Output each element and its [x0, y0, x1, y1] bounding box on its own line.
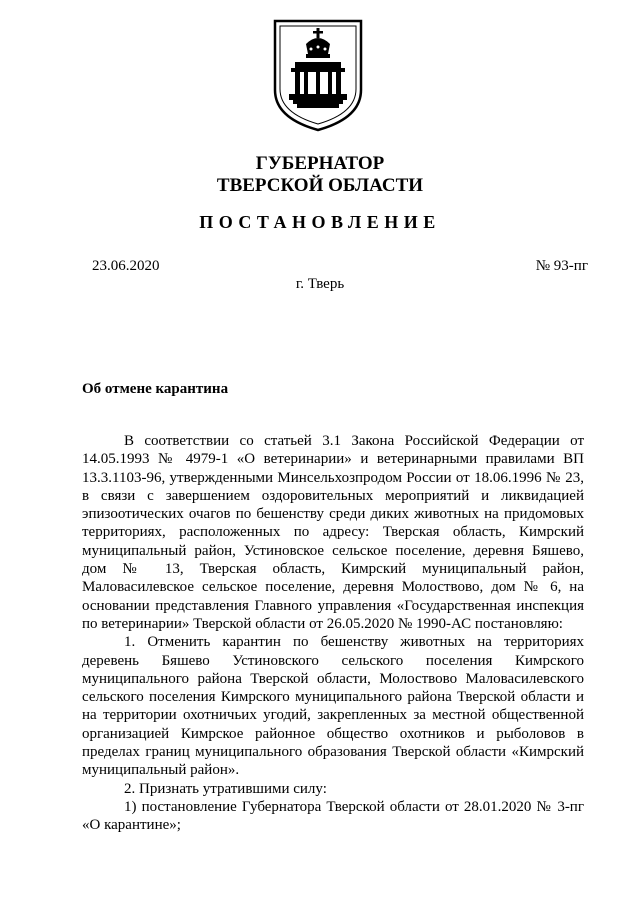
issuer-title: ГУБЕРНАТОР — [255, 153, 385, 174]
coat-of-arms-icon — [271, 18, 365, 133]
clause-1-paragraph: 1. Отменить карантин по бешенству животных на территориях деревень Бяшево Устиновского сельского поселения Кимрского муниципального района Тверской области, Молоствово Маловасилевского сельского поселения Кимрского муниципального района Тверской области и на территории охотничьих угодий, закрепленных за местной общественной организацией Кимрское районное общество охотников и рыболовов в пределах границ муниципального образования Тверской области «Кимрский муниципальный район». — [82, 634, 584, 779]
clause-2-item-1-paragraph: 1) постановление Губернатора Тверской области от 28.01.2020 № 3-пг «О карантине»; — [82, 798, 584, 834]
document-body — [82, 432, 584, 835]
clause-2-paragraph: 2. Признать утратившими силу: — [124, 780, 327, 797]
document-date: 23.06.2020 — [92, 258, 160, 274]
document-number: № 93-пг — [535, 258, 588, 274]
document-subject: Об отмене карантина — [82, 381, 229, 397]
preamble-paragraph: В соответствии со статьей 3.1 Закона Российской Федерации от 14.05.1993 № 4979-1 «О ветеринарии» и ветеринарными правилами ВП 13.3.1103-96, утвержденными Минсельхозпродом России от 18.06.1996 № 23, в связи с завершением оздоровительных мероприятий и ликвидацией эпизоотических очагов по бешенству среди диких животных на придомовых территориях, расположенных по адресу: Тверская область, Кимрский муниципальный район, Устиновское сельское поселение, деревня Бяшево, дом № 13, Тверская область, Кимрский муниципальный район, Маловасилевское сельское поселение, деревня Молоствово, дом № 6, на основании представления Главного управления «Государственная инспекция по ветеринарии» Тверской области от 26.05.2020 № 1990-АС постановляю: — [82, 433, 584, 632]
issuer-region: ТВЕРСКОЙ ОБЛАСТИ — [216, 175, 424, 196]
document-type: ПОСТАНОВЛЕНИЕ — [199, 212, 441, 232]
document-city: г. Тверь — [295, 276, 345, 292]
